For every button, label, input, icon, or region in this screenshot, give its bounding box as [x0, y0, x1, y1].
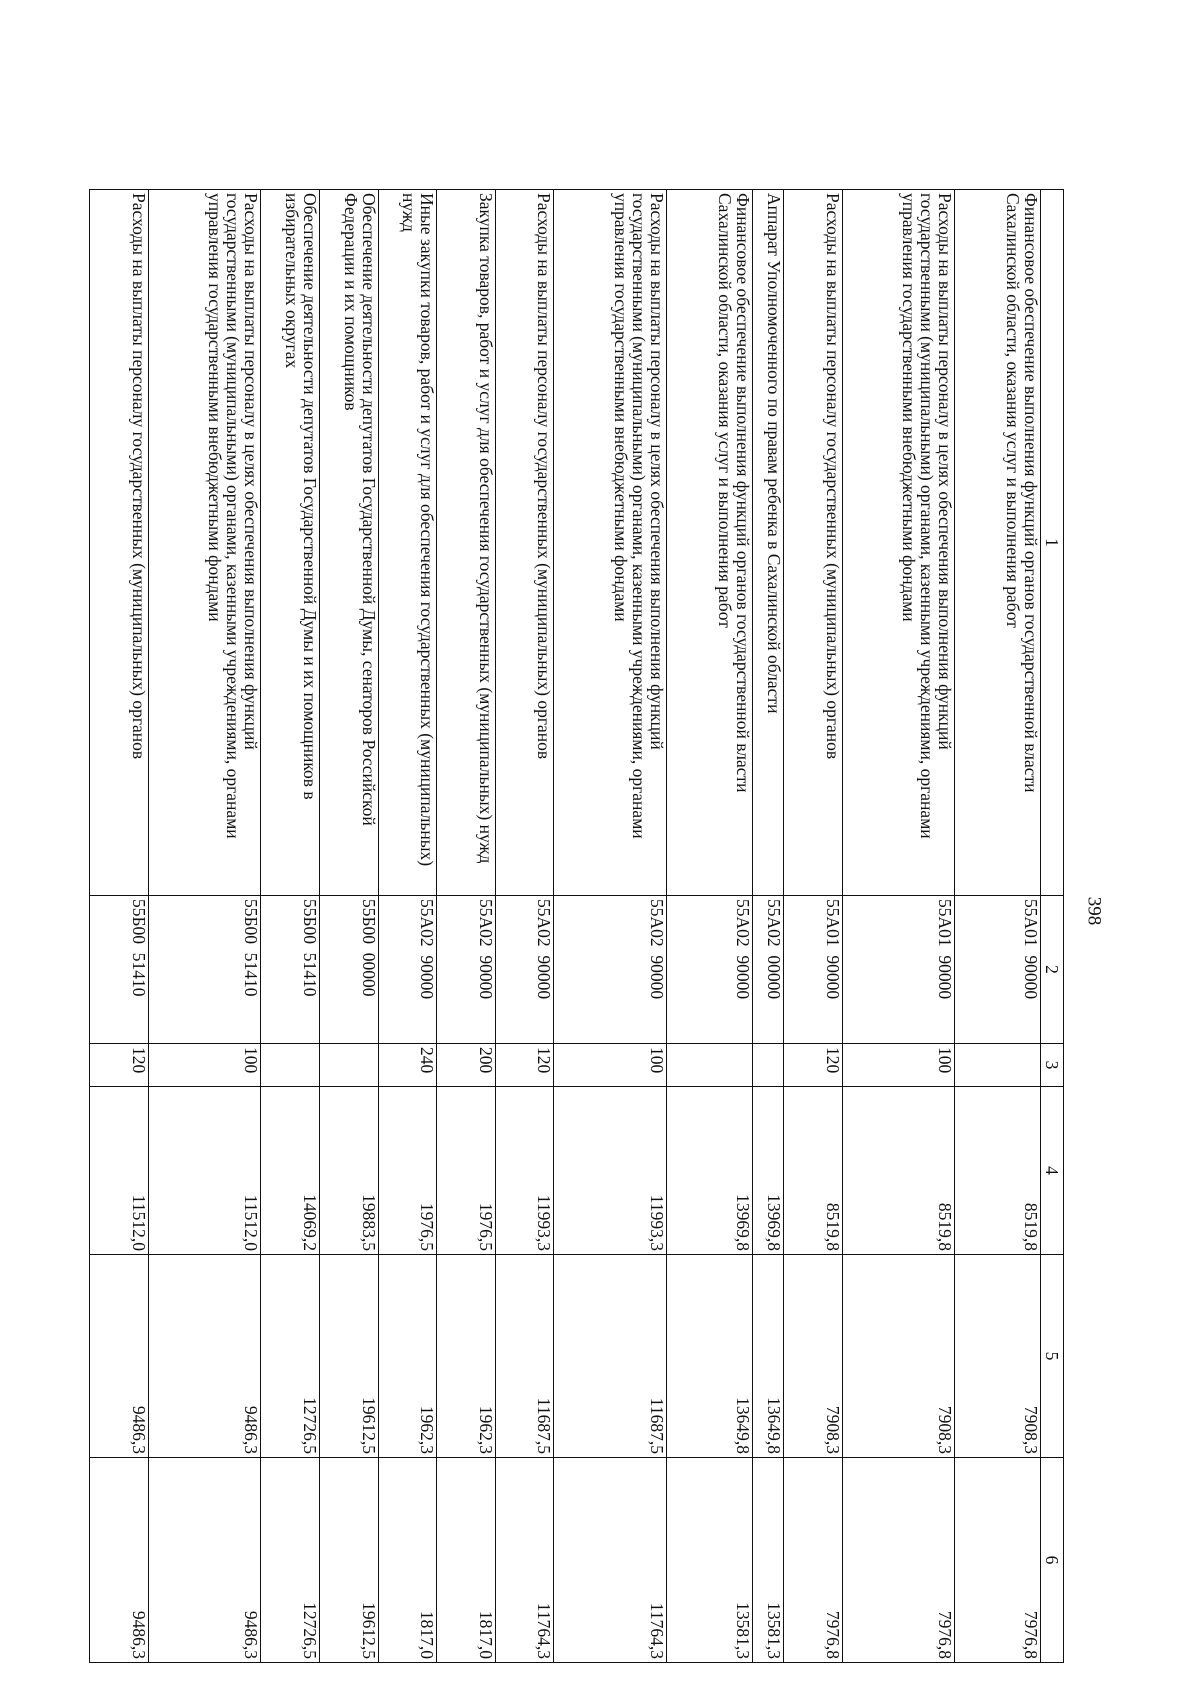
table-body [90, 190, 1041, 1663]
row-value-6-cell: 1817,0 [437, 1458, 496, 1663]
row-name-cell: Расходы на выплаты персоналу в целях обеспечения выполнения функций государственными (муниципальными) органами, казенными учреждениями, органами управления государственными внебюджетными фондами [554, 190, 667, 896]
row-value-6-cell: 9486,3 [148, 1458, 261, 1663]
table-row [666, 190, 752, 1663]
row-value-4-cell: 13969,8 [666, 1087, 752, 1255]
row-value-5-cell: 9486,3 [90, 1255, 149, 1458]
table-row [955, 190, 1041, 1663]
row-value-6-cell: 9486,3 [90, 1458, 149, 1663]
table-row [842, 190, 955, 1663]
row-value-4-cell: 1976,5 [378, 1087, 437, 1255]
table-row [495, 190, 554, 1663]
row-name-cell: Финансовое обеспечение выполнения функций органов государственной власти Сахалинской области, оказания услуг и выполнения работ [666, 190, 752, 896]
table-row [437, 190, 496, 1663]
row-name-cell: Финансовое обеспечение выполнения функций органов государственной власти Сахалинской области, оказания услуг и выполнения работ [955, 190, 1041, 896]
row-code-cell: 55Б00 51410 [90, 896, 149, 1044]
table-row [261, 190, 320, 1663]
table-row [319, 190, 378, 1663]
row-vr-cell: 120 [784, 1044, 843, 1087]
row-value-5-cell: 9486,3 [148, 1255, 261, 1458]
row-value-4-cell: 1976,5 [437, 1087, 496, 1255]
row-code-cell: 55Б00 00000 [319, 896, 378, 1044]
row-value-6-cell: 13581,3 [666, 1458, 752, 1663]
row-vr-cell: 100 [554, 1044, 667, 1087]
header-col-6: 6 [1041, 1458, 1064, 1663]
table-header [1041, 190, 1064, 1663]
table-row [752, 190, 784, 1663]
budget-table [89, 189, 1064, 1663]
row-vr-cell [319, 1044, 378, 1087]
page-number: 398 [1083, 896, 1105, 926]
row-name-cell: Аппарат Уполномоченного по правам ребенка в Сахалинской области [752, 190, 784, 896]
row-value-4-cell: 14069,2 [261, 1087, 320, 1255]
row-code-cell: 55А02 00000 [752, 896, 784, 1044]
row-value-4-cell: 11993,3 [495, 1087, 554, 1255]
rotated-table-container [89, 189, 1064, 1662]
row-code-cell: 55А02 90000 [666, 896, 752, 1044]
row-name-cell: Расходы на выплаты персоналу государственных (муниципальных) органов [495, 190, 554, 896]
table-row [378, 190, 437, 1663]
header-col-1: 1 [1041, 190, 1064, 896]
row-vr-cell [666, 1044, 752, 1087]
header-col-5: 5 [1041, 1255, 1064, 1458]
row-name-cell: Обеспечение деятельности депутатов Государственной Думы, сенаторов Российской Федерации и их помощников [319, 190, 378, 896]
row-vr-cell: 120 [90, 1044, 149, 1087]
header-col-2: 2 [1041, 896, 1064, 1044]
row-vr-cell: 200 [437, 1044, 496, 1087]
row-value-4-cell: 8519,8 [842, 1087, 955, 1255]
table-row [148, 190, 261, 1663]
row-code-cell: 55А01 90000 [784, 896, 843, 1044]
header-row [1041, 190, 1064, 1663]
row-code-cell: 55А01 90000 [955, 896, 1041, 1044]
row-value-6-cell: 7976,8 [955, 1458, 1041, 1663]
row-value-4-cell: 19883,5 [319, 1087, 378, 1255]
row-code-cell: 55А01 90000 [842, 896, 955, 1044]
row-value-4-cell: 8519,8 [784, 1087, 843, 1255]
table-row [554, 190, 667, 1663]
row-value-5-cell: 7908,3 [955, 1255, 1041, 1458]
row-value-6-cell: 7976,8 [784, 1458, 843, 1663]
row-name-cell: Обеспечение деятельности депутатов Государственной Думы и их помощников в избирательных округах [261, 190, 320, 896]
row-name-cell: Закупка товаров, работ и услуг для обеспечения государственных (муниципальных) нужд [437, 190, 496, 896]
row-code-cell: 55А02 90000 [437, 896, 496, 1044]
row-vr-cell: 100 [842, 1044, 955, 1087]
row-value-5-cell: 11687,5 [554, 1255, 667, 1458]
row-value-5-cell: 13649,8 [666, 1255, 752, 1458]
row-value-4-cell: 11993,3 [554, 1087, 667, 1255]
row-vr-cell: 100 [148, 1044, 261, 1087]
table-row [90, 190, 149, 1663]
row-value-5-cell: 11687,5 [495, 1255, 554, 1458]
row-value-5-cell: 19612,5 [319, 1255, 378, 1458]
row-value-5-cell: 1962,3 [378, 1255, 437, 1458]
row-name-cell: Расходы на выплаты персоналу государственных (муниципальных) органов [90, 190, 149, 896]
row-vr-cell: 240 [378, 1044, 437, 1087]
row-value-5-cell: 1962,3 [437, 1255, 496, 1458]
row-value-6-cell: 19612,5 [319, 1458, 378, 1663]
row-code-cell: 55Б00 51410 [261, 896, 320, 1044]
row-value-4-cell: 13969,8 [752, 1087, 784, 1255]
row-value-4-cell: 11512,0 [90, 1087, 149, 1255]
table-row [784, 190, 843, 1663]
row-vr-cell [752, 1044, 784, 1087]
row-value-4-cell: 11512,0 [148, 1087, 261, 1255]
row-value-6-cell: 11764,3 [495, 1458, 554, 1663]
row-code-cell: 55А02 90000 [378, 896, 437, 1044]
row-code-cell: 55Б00 51410 [148, 896, 261, 1044]
row-code-cell: 55А02 90000 [554, 896, 667, 1044]
header-col-4: 4 [1041, 1087, 1064, 1255]
row-name-cell: Иные закупки товаров, работ и услуг для обеспечения государственных (муниципальных) нужд [378, 190, 437, 896]
row-value-6-cell: 12726,5 [261, 1458, 320, 1663]
row-value-5-cell: 12726,5 [261, 1255, 320, 1458]
row-vr-cell [261, 1044, 320, 1087]
row-vr-cell [955, 1044, 1041, 1087]
row-value-5-cell: 13649,8 [752, 1255, 784, 1458]
row-name-cell: Расходы на выплаты персоналу в целях обеспечения выполнения функций государственными (муниципальными) органами, казенными учреждениями, органами управления государственными внебюджетными фондами [148, 190, 261, 896]
row-code-cell: 55А02 90000 [495, 896, 554, 1044]
row-vr-cell: 120 [495, 1044, 554, 1087]
row-value-5-cell: 7908,3 [784, 1255, 843, 1458]
row-value-6-cell: 7976,8 [842, 1458, 955, 1663]
row-value-6-cell: 1817,0 [378, 1458, 437, 1663]
row-value-6-cell: 13581,3 [752, 1458, 784, 1663]
row-value-5-cell: 7908,3 [842, 1255, 955, 1458]
row-name-cell: Расходы на выплаты персоналу государственных (муниципальных) органов [784, 190, 843, 896]
row-value-6-cell: 11764,3 [554, 1458, 667, 1663]
row-name-cell: Расходы на выплаты персоналу в целях обеспечения выполнения функций государственными (муниципальными) органами, казенными учреждениями, органами управления государственными внебюджетными фондами [842, 190, 955, 896]
row-value-4-cell: 8519,8 [955, 1087, 1041, 1255]
header-col-3: 3 [1041, 1044, 1064, 1087]
